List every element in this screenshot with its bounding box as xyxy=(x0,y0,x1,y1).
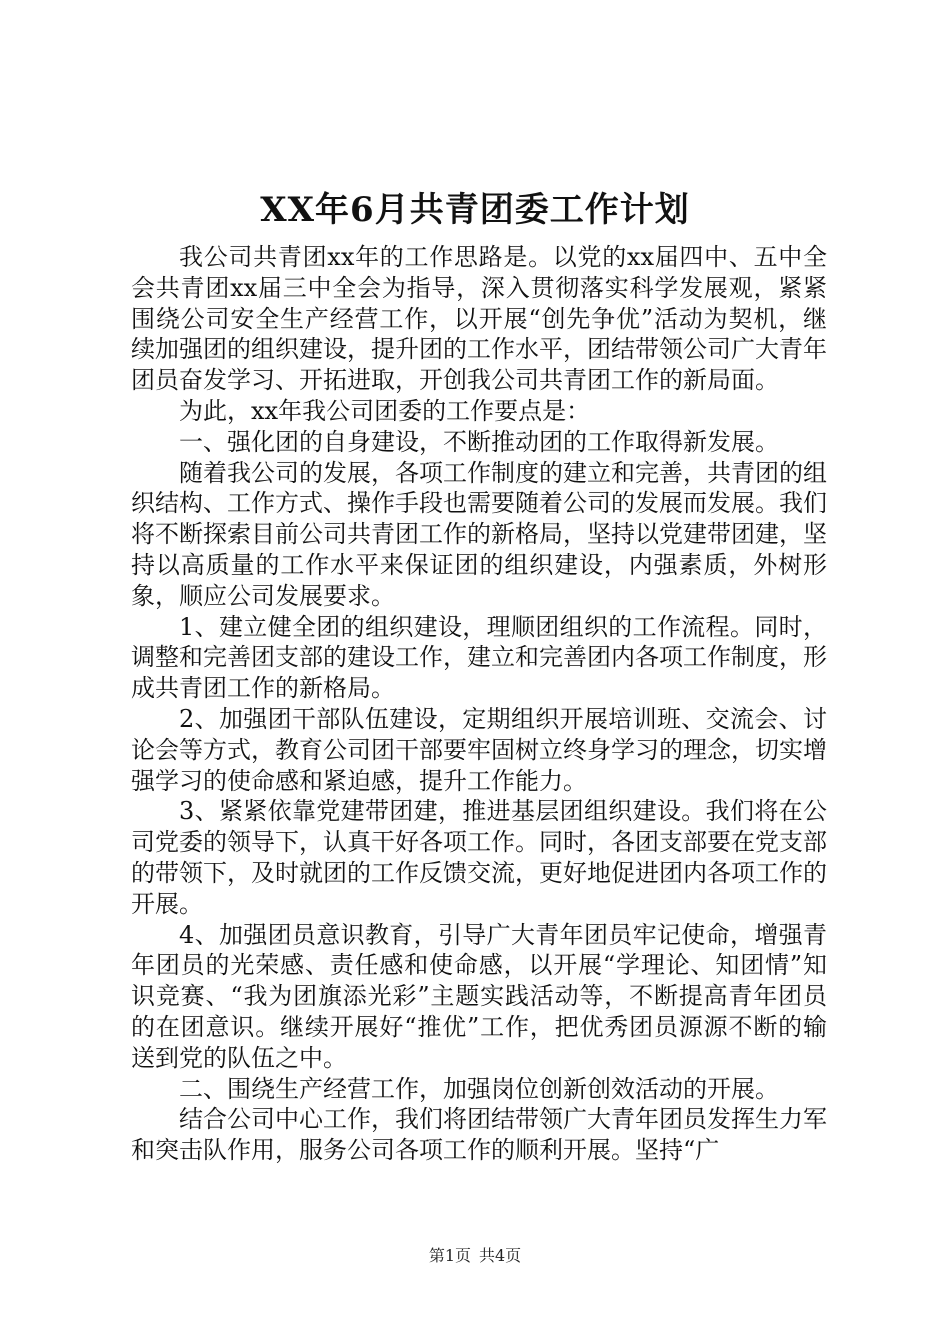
page-footer xyxy=(0,1244,950,1268)
section-heading-1: 一、强化团的自身建设，不断推动团的工作取得新发展。 xyxy=(179,427,779,456)
paragraph-section-1: 随着我公司的发展，各项工作制度的建立和完善，共青团的组织结构、工作方式、操作手段也需要随着公司的发展而发展。我们将不断探索目前公司共青团工作的新格局，坚持以党建带团建，坚持以高质量的工作水平来保证团的组织建设，内强素质，外树形象，顺应公司发展要求。 xyxy=(131,458,827,610)
list-item-2: 2、加强团干部队伍建设，定期组织开展培训班、交流会、讨论会等方式，教育公司团干部要牢固树立终身学习的理念，切实增强学习的使命感和紧迫感，提升工作能力。 xyxy=(131,704,827,795)
document-body xyxy=(131,242,827,1166)
paragraph-intro: 我公司共青团xx年的工作思路是。以党的xx届四中、五中全会共青团xx届三中全会为指导，深入贯彻落实科学发展观，紧紧围绕公司安全生产经营工作，以开展“创先争优”活动为契机，继续加强团的组织建设，提升团的工作水平，团结带领公司广大青年团员奋发学习、开拓进取，开创我公司共青团工作的新局面。 xyxy=(131,243,827,395)
list-item-3: 3、紧紧依靠党建带团建，推进基层团组织建设。我们将在公司党委的领导下，认真干好各项工作。同时，各团支部要在党支部的带领下，及时就团的工作反馈交流，更好地促进团内各项工作的开展。 xyxy=(131,797,827,918)
page-number: 第1页 xyxy=(428,1246,471,1265)
list-item-4: 4、加强团员意识教育，引导广大青年团员牢记使命，增强青年团员的光荣感、责任感和使命感，以开展“学理论、知团情”知识竞赛、“我为团旗添光彩”主题实践活动等，不断提高青年团员的在团意识。继续开展好“推优”工作，把优秀团员源源不断的输送到党的队伍之中。 xyxy=(131,920,827,1072)
section-heading-2: 二、围绕生产经营工作，加强岗位创新创效活动的开展。 xyxy=(179,1074,779,1103)
list-item-1: 1、建立健全团的组织建设，理顺团组织的工作流程。同时，调整和完善团支部的建设工作，建立和完善团内各项工作制度，形成共青团工作的新格局。 xyxy=(131,612,827,703)
document-title: XX年6月共青团委工作计划 xyxy=(260,190,690,230)
paragraph-section-2: 结合公司中心工作，我们将团结带领广大青年团员发挥生力军和突击队作用，服务公司各项工作的顺利开展。坚持“广 xyxy=(131,1105,827,1165)
paragraph-lead: 为此，xx年我公司团委的工作要点是： xyxy=(179,396,591,425)
page-total: 共4页 xyxy=(479,1246,522,1265)
